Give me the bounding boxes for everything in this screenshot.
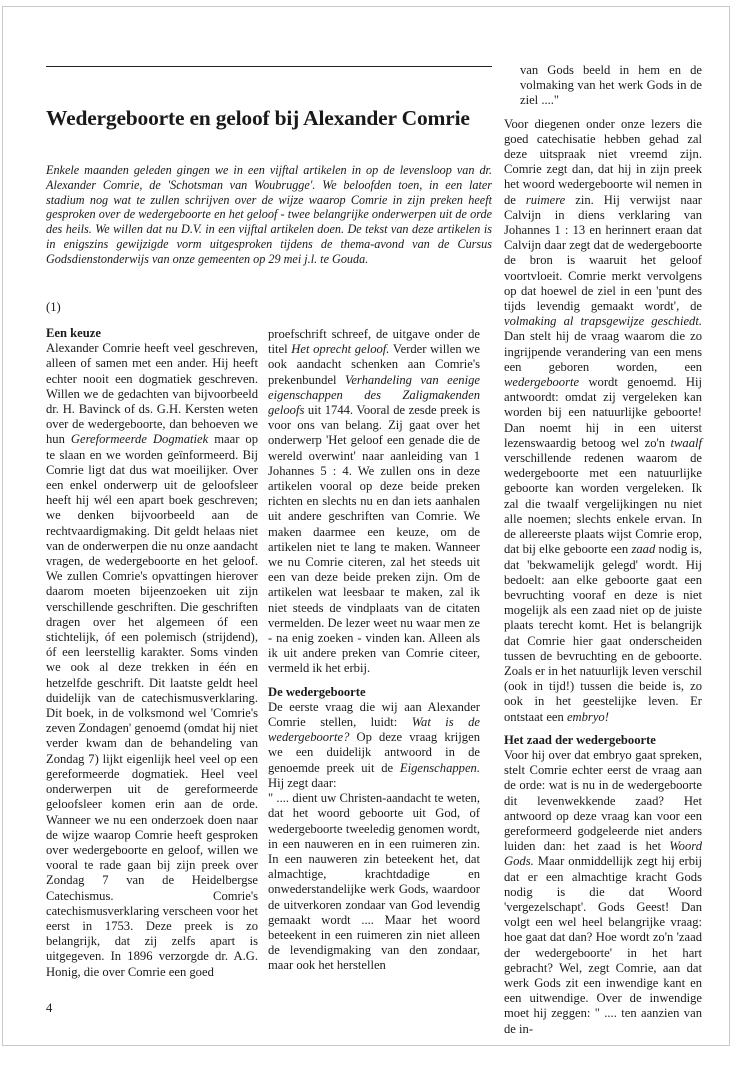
heading-het-zaad: Het zaad der wedergeboorte bbox=[504, 732, 656, 747]
paragraph: Voor hij over dat embryo gaat spreken, stelt Comrie echter eerst de vraag aan de orde: wat is nu in de wedergeboorte dit levenwekkende zaad? Het antwoord op deze vraag kan voor een gereformeerd godgeleerde niet anders luiden dan: het zaad is het Woord Gods. Maar onmiddellijk zegt hij erbij dat er een almachtige kracht Gods nodig is die dat Woord 'vergezelschapt'. Gods Geest! Dan volgt een wel heel belangrijke vraag: hoe gaat dat dan? Hoe wordt zo'n 'zaad der wedergeboorte' in het hart gebracht? Wel, zegt Comrie, aan dat werk Gods zit een inwendige kant en een uitwendige. Over de inwendige moet hij zeggen: " .... ten aanzien van de in- bbox=[504, 747, 702, 1036]
section-number: (1) bbox=[46, 300, 61, 314]
article-title: Wedergeboorte en geloof bij Alexander Comrie bbox=[46, 106, 470, 130]
heading-de-wedergeboorte: De wedergeboorte bbox=[268, 684, 366, 699]
block-quote: " .... dient uw Christen-aandacht te weten, dat het woord geboorte uit God, of wedergeboorte tweeledig genomen wordt, in een nauweren en in een ruimeren zin. In een nauweren zin beteekent het, dat almachtige, krachtdadige en onwederstandelijke werk Gods, waardoor de uitverkoren zondaar van God levendig gemaakt wordt .... Maar het woord beteekent in een ruimeren zin niet alleen de levendigmaking van den zondaar, maar ook het herstellen bbox=[268, 791, 480, 973]
paragraph: Alexander Comrie heeft veel geschreven, alleen of samen met een ander. Hij heeft echter nooit een dogmatiek geschreven. Willen we de gedachten van bijvoorbeeld dr. H. Bavinck of ds. G.H. Kersten weten over de wedergeboorte, dan behoeven we hun Gereformeerde Dogmatiek maar op te slaan en we worden geïnformeerd. Bij Comrie ligt dat dus wat moeilijker. Over een enkel onderwerp uit de geloofsleer heeft hij wél een apart boek geschreven; we denken bijvoorbeeld aan de rechtvaardigmaking. Dit geldt helaas niet van de onderwerpen die nu onze aandacht vragen, de wedergeboorte en het geloof. We zullen Comrie's opvattingen hierover daarom moeten bijeenzoeken uit zijn verschillende geschriften. Die geschriften dragen over het algemeen óf een stichtelijk, óf een polemisch (strijdend), óf een leerstellig karakter. Soms vinden we ook al deze trekken in één en hetzelfde geschrift. Dit laatste geldt heel duidelijk van de catechismusverklaring. Dit boek, in de volksmond wel 'Comrie's zeven Zondagen' genoemd (omdat hij niet verder kwam dan de behandeling van Zondag 7) lijkt eigenlijk heel veel op een gereformeerde dogmatiek. Heel veel onderwerpen uit de gereformeerde geloofsleer komen erin aan de orde. Wanneer we nu een onderzoek doen naar de wijze waarop Comrie heeft gesproken over wedergeboorte en geloof, willen we vooral te rade gaan bij zijn preek over Zondag 7 van de Heidelbergse Catechismus. Comrie's catechismusverklaring verscheen voor het eerst in 1753. Deze preek is zo belangrijk, dat zij zelfs apart is uitgegeven. In 1896 verzorgde dr. A.G. Honig, die over Comrie een goed bbox=[46, 341, 259, 979]
header-rule bbox=[46, 66, 492, 67]
article-intro: Enkele maanden geleden gingen we in een vijftal artikelen in op de levensloop van dr. Alexander Comrie, de 'Schotsman van Woubrugge'. We beloofden toen, in een later stadium nog wat te zullen schrijven over de wijze waarop Comrie in zijn preken heeft gesproken over de wedergeboorte en het geloof - twee belangrijke onderwerpen uit de orde des heils. We willen dat nu D.V. in een vijftal artikelen doen. De tekst van deze artikelen is in enigszins gewijzigde vorm uitgesproken tijdens de thema-avond van de Cursus Godsdienstonderwijs van onze gemeenten op 29 mei j.l. te Gouda. bbox=[46, 163, 492, 266]
page-number: 4 bbox=[46, 1001, 53, 1015]
column-3 bbox=[504, 63, 702, 1037]
heading-een-keuze: Een keuze bbox=[46, 326, 101, 340]
block-quote-end: van Gods beeld in hem en de volmaking van het werk Gods in de ziel ...." bbox=[520, 63, 702, 108]
paragraph: proefschrift schreef, de uitgave onder de titel Het oprecht geloof. Verder willen we ook aandacht schenken aan Comrie's prekenbundel Verhandeling van eenige eigenschappen des Zaligmakenden geloofs uit 1744. Vooral de zesde preek is voor ons van belang. Zij gaat over het onderwerp 'Het geloof een genade die de wereld overwint' naar aanleiding van 1 Johannes 5 : 4. We zullen ons in deze artikelen vooral op deze beide preken richten en slechts nu en dan iets aanhalen uit andere geschriften van Comrie. We maken daarmee een keuze, om de artikelen niet te lang te maken. Wanneer we nu Comrie citeren, zal het steeds uit een van deze beide preken zijn. Om de artikelen wat leesbaar te maken, zal ik niet steeds de vindplaats van de citaten vermelden. De lezer weet nu waar men ze - na enig zoeken - vinden kan. Alleen als ik uit andere preken van Comrie citeer, vermeld ik het erbij. bbox=[268, 327, 480, 676]
paragraph: De eerste vraag die wij aan Alexander Comrie stellen, luidt: Wat is de wedergeboorte? Op deze vraag krijgen we een duidelijk antwoord in de genoemde preek uit de Eigenschappen. Hij zegt daar: bbox=[268, 699, 480, 790]
paragraph: Voor diegenen onder onze lezers die goed catechisatie hebben gehad zal deze uitspraak niet vreemd zijn. Comrie zegt dan, dat hij in zijn preek het woord wedergeboorte wil nemen in de ruimere zin. Hij verwijst naar Calvijn in diens verklaring van Johannes 1 : 13 en herinnert eraan dat Calvijn daar zegt dat de wedergeboorte de bron is waaruit het geloof voortvloeit. Comrie merkt vervolgens op dat hoewel de ziel in een 'punt des tijds levendig gemaakt wordt', de volmaking al trapsgewijze geschiedt. Dan stelt hij de vraag waarom die zo ingrijpende verandering van een mens een geboren worden, een wedergeboorte wordt genoemd. Hij antwoordt: omdat zij vergeleken kan worden bij een natuurlijke geboorte! Dan noemt hij in een uiterst lezenswaardig betoog wel zo'n twaalf verschillende redenen waarom de wedergeboorte met een natuurlijke geboorte kan worden vergeleken. Ik zal die twaalf vergelijkingen nu niet alle noemen; slechts enkele ervan. In de allereerste plaats wijst Comrie erop, dat bij elke geboorte een zaad nodig is, dat 'bekwamelijk gelegd' wordt. Hij bedoelt: aan elke geboorte gaat een bevruchting vooraf en deze is niet mogelijk als een zaad niet op de juiste plaats terecht komt. Het is belangrijk dat Comrie hier gaat onderscheiden tussen de bevruchting en de geboorte. Zoals er in het natuurlijk leven verschil (ook in tijd!) tussen die beide is, zo ook in het geestelijke leven. Er ontstaat een embryo! bbox=[504, 116, 702, 724]
column-2 bbox=[268, 327, 480, 974]
column-1 bbox=[46, 326, 258, 980]
